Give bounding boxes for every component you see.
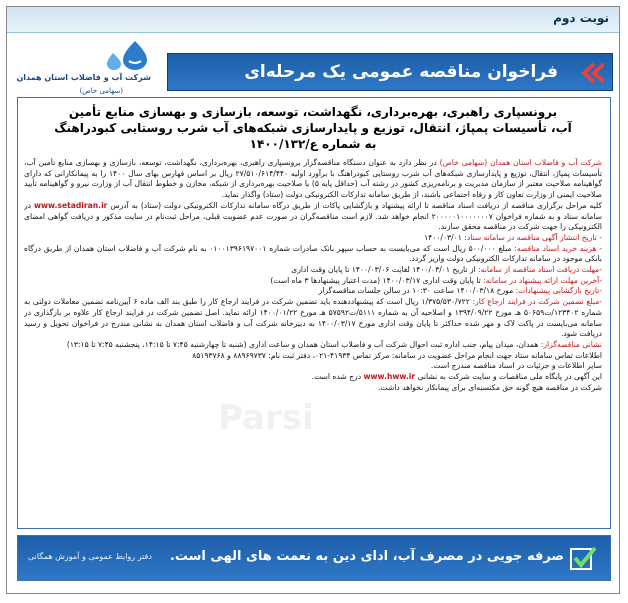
intro-label: شرکت آب و فاضلاب استان همدان (سهامی خاص) <box>439 158 602 167</box>
item-value: مورخ ۱۴۰۰/۰۳/۱۸ ساعت ۱۰:۳۰ در سالن جلسات مناقصه‌گزار <box>318 286 514 296</box>
item-label: - تاریخ انتشار آگهی مناقصه در سامانه ستاد: <box>464 232 602 242</box>
notice-body <box>24 158 602 524</box>
item-value: ۱۴۰۰/۰۳/۰۱ <box>424 232 462 242</box>
notice-content <box>17 97 611 529</box>
setad-website-link[interactable]: www.setadiran.ir <box>34 200 108 210</box>
notice-headline <box>24 104 602 152</box>
checkmark-icon <box>570 546 596 570</box>
item-publish-date <box>24 233 602 244</box>
item-value: همدان، میدان پیام، جنب اداره ثبت احوال شرکت آب و فاضلاب استان همدان و ساعت اداری (شنبه تا چهارشنبه ۷:۴۵ تا ۱۴:۱۵، پنجشنبه ۷:۴۵ تا ۱۳:۱۵) <box>66 339 539 349</box>
intro-text: در نظر دارد به عنوان دستگاه مناقصه‌گزار برونسپاری راهبری، بهره‌برداری، نگهداشت، توسعه، بازسازی و بهسازی منابع تأمین آب، تأسیسات پمپاژ، انتقال، توزیع و پایدارسازی شبکه‌های آب شرب روستایی کبودراهنگ با برآورد اولیه ۲۷/۵۱۰/۶۱۴/۴۴۰ ریال بر اساس فهارس بهای سال ۱۴۰۰ را به پیمانکارانی که دارای گواهینامه صلاحیت معتبر از سازمان مدیریت و برنامه‌ریزی کشور در رشته آب (حداقل پایه ۵) یا صلاحیت بهره‌برداری از شبکه، مخازن و خطوط انتقال آب از وزارت نیرو و گواهینامه تأیید صلاحیت ایمنی از وزارت تعاون کار و رفاه اجتماعی باشند، از طریق سامانه تدارکات الکترونیکی دولت (ستاد) واگذار نماید. <box>24 158 602 200</box>
notice-frame <box>6 6 620 594</box>
double-chevron-icon <box>564 62 604 84</box>
item-guarantee <box>24 297 602 340</box>
item-label: -آخرین مهلت ارائه پیشنهاد در سامانه: <box>483 275 602 285</box>
item-label: -تاریخ بازگشایی پیشنهادات: <box>515 286 602 296</box>
item-address <box>24 340 602 351</box>
item-value: از تاریخ ۱۴۰۰/۰۳/۰۱ لغایت ۱۴۰۰/۰۳/۰۶ تا پایان وقت اداری <box>291 265 476 275</box>
publish-note-tail: درج شده است. <box>311 372 362 382</box>
item-label: - هزینه خرید اسناد مناقصه: <box>514 243 602 253</box>
headline-line-3: به شماره ع/۱۴۰۰/۱۳۲ <box>249 137 377 151</box>
watermark: Parsi <box>218 398 314 438</box>
company-logo <box>16 39 157 101</box>
item-label: -مبلغ تضمین شرکت در فرایند ارجاع کار: <box>472 297 602 307</box>
process-text: کلیه مراحل برگزاری مناقصه از دریافت اسناد مناقصه تا ارائه پیشنهاد و بازگشایی پاکات از طریق درگاه سامانه تدارکات الکترونیکی دولت (ستاد) به آدرس <box>110 200 602 210</box>
item-label: نشانی مناقصه‌گزار: <box>540 339 602 349</box>
public-relations-dept: دفتر روابط عمومی و آموزش همگانی <box>28 552 152 561</box>
company-website-link[interactable]: www.hww.ir <box>363 372 416 382</box>
extra-info: سایر اطلاعات و جزئیات در اسناد مناقصه مندرج است. <box>430 361 602 371</box>
water-drop-logo-icon <box>105 39 149 71</box>
paragraph-process <box>24 201 602 233</box>
edition-tag: نوبت دوم <box>553 11 609 25</box>
disclaimer: شرکت در مناقصه هیچ گونه حق مکتسبه‌ای برای پیمانکار نخواهد داشت. <box>378 382 602 392</box>
item-document-fee <box>24 244 602 265</box>
logo-org-sub: (سهامی خاص) <box>79 87 123 95</box>
item-document-deadline <box>24 265 602 276</box>
headline-line-1: برونسپاری راهبری، بهره‌برداری، نگهداشت، توسعه، بازسازی و بهسازی منابع تأمین <box>68 105 558 119</box>
item-value: مبلغ ۵۰۰/۰۰۰ ریال است که می‌بایست به حساب سپهر بانک صادرات شماره ۰۱۰۰۱۳۹۶۱۹۷۰۰۱ به نام شرکت آب و فاضلاب استان همدان از طریق درگاه بانکی موجود در سامانه تدارکات الکترونیکی دولت واریز گردد. <box>24 243 602 264</box>
item-opening-date <box>24 286 602 297</box>
water-saving-slogan: صرفه جویی در مصرف آب، ادای دین به نعمت های الهی است. <box>169 549 564 564</box>
publish-note-text: این آگهی در پایگاه ملی مناقصات و سایت شرکت به نشانی <box>417 372 602 382</box>
process-tail: در سامانه ستاد و به شماره فراخوان ۲۰۰۰۰۰۱۰۰۰۰۰۰۰۷ انجام خواهد شد. لازم است مناقصه‌گران در صورت عدم عضویت قبلی، مراحل ثبت‌نام در سایت مذکور و دریافت گواهی امضای الکترونیکی را جهت شرکت در مناقصه محقق سازند. <box>24 200 602 232</box>
title-band <box>167 53 613 91</box>
item-value: ۱/۳۷۵/۵۳۰/۷۲۲ ریال است که پیشنهاددهنده باید تضمین شرکت در فرایند ارجاع کار را طبق بند الف ماده ۶ آیین‌نامه تضمین معاملات دولتی به شماره ۱۲۳۴۰۲/ت۵۰۶۵۹ هـ مورخ ۱۳۹۴/۰۹/۲۲ و اصلاحیه آن به شماره ۵۱۱۱/ت۵۷۵۹۲ هـ مورخ ۱۴۰۰/۰۱/۲۲ ارائه نماید. اصل تضمین شرکت در فرایند ارجاع کار علاوه بر بارگذاری در سامانه می‌بایست در پاکت لاک و مهر شده حداکثر تا پایان وقت اداری مورخ ۱۴۰۰/۰۳/۱۷ به دبیرخانه شرکت آب و فاضلاب استان همدان به نشانی مندرج در فراخوان تحویل و رسید دریافت شود. <box>24 297 602 339</box>
paragraph-intro <box>24 158 602 201</box>
contact-info: اطلاعات تماس سامانه ستاد جهت انجام مراحل عضویت در سامانه: مرکز تماس ۴۱۹۳۴-۰۲۱، دفتر ثبت نام: ۸۸۹۶۹۷۳۷ و ۸۵۱۹۳۷۶۸ <box>192 350 602 360</box>
item-value: تا پایان وقت اداری ۱۴۰۰/۰۳/۱۷ (مدت اعتبار پیشنهادها ۳ ماه است) <box>270 275 481 285</box>
headline-line-2: آب، تأسیسات پمپاژ، انتقال، توزیع و پایدارسازی شبکه‌های آب شرب روستایی کبودراهنگ <box>54 121 572 135</box>
notice-title: فراخوان مناقصه عمومی یک مرحله‌ای <box>244 62 558 82</box>
publish-note <box>24 372 602 383</box>
footer-band <box>17 535 611 581</box>
item-bid-deadline <box>24 276 602 287</box>
top-strip <box>7 7 619 33</box>
logo-org-name: شرکت آب و فاضلاب استان همدان <box>16 73 151 82</box>
item-label: -مهلت دریافت اسناد مناقصه از سامانه: <box>478 265 602 275</box>
